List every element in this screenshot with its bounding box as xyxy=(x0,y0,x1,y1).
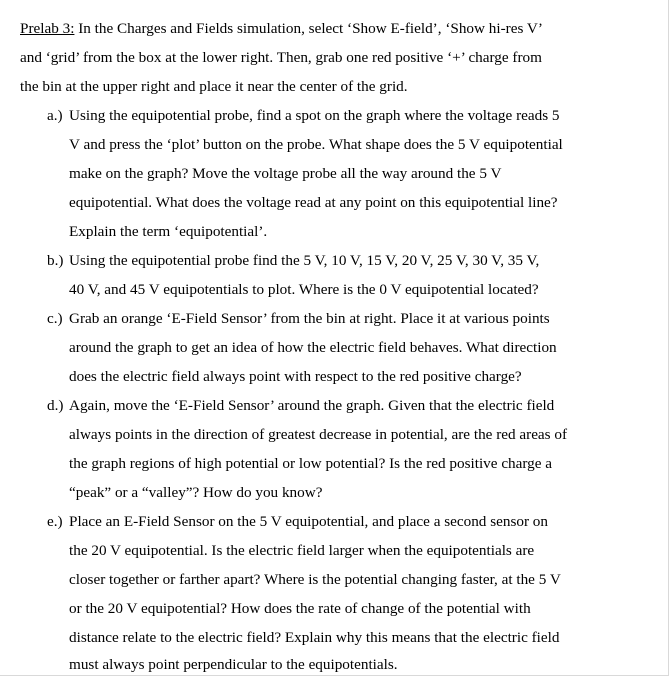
item-a-line: make on the graph? Move the voltage probe all the way around the 5 V xyxy=(69,165,502,182)
prelab-intro-line-1 xyxy=(20,20,543,38)
item-a-line: equipotential. What does the voltage read at any point on this equipotential line? xyxy=(69,194,558,211)
item-a-line: Using the equipotential probe, find a spot on the graph where the voltage reads 5 xyxy=(69,107,560,124)
item-a-label: a.) xyxy=(47,107,63,124)
item-c-line: Grab an orange ‘E-Field Sensor’ from the bin at right. Place it at various points xyxy=(69,310,550,327)
item-e-line: must always point perpendicular to the equipotentials. xyxy=(69,656,398,673)
item-e-line: or the 20 V equipotential? How does the rate of change of the potential with xyxy=(69,600,531,617)
item-d-line: Again, move the ‘E-Field Sensor’ around the graph. Given that the electric field xyxy=(69,397,555,414)
item-b-label: b.) xyxy=(47,252,64,269)
prelab-intro-line-2: and ‘grid’ from the box at the lower right. Then, grab one red positive ‘+’ charge from xyxy=(20,49,542,66)
item-e-line: distance relate to the electric field? Explain why this means that the electric field xyxy=(69,629,560,646)
prelab-intro-line-3: the bin at the upper right and place it near the center of the grid. xyxy=(20,78,408,95)
item-e-line: Place an E-Field Sensor on the 5 V equipotential, and place a second sensor on xyxy=(69,513,548,530)
item-b-line: 40 V, and 45 V equipotentials to plot. Where is the 0 V equipotential located? xyxy=(69,281,539,298)
item-d-line: the graph regions of high potential or low potential? Is the red positive charge a xyxy=(69,455,553,472)
item-e-line: the 20 V equipotential. Is the electric field larger when the equipotentials are xyxy=(69,542,535,559)
intro-text: In the Charges and Fields simulation, select ‘Show E-field’, ‘Show hi-res V’ xyxy=(74,20,543,37)
item-d-label: d.) xyxy=(47,397,64,414)
item-c-line: does the electric field always point with respect to the red positive charge? xyxy=(69,368,522,385)
item-c-label: c.) xyxy=(47,310,63,327)
item-d-line: always points in the direction of greatest decrease in potential, are the red areas of xyxy=(69,426,568,443)
item-a-line: Explain the term ‘equipotential’. xyxy=(69,223,268,240)
prelab-heading: Prelab 3: xyxy=(20,20,75,37)
item-e-label: e.) xyxy=(47,513,63,530)
item-b-line: Using the equipotential probe find the 5 V, 10 V, 15 V, 20 V, 25 V, 30 V, 35 V, xyxy=(69,252,540,269)
item-d-line: “peak” or a “valley”? How do you know? xyxy=(69,484,323,501)
item-e-line: closer together or farther apart? Where is the potential changing faster, at the 5 V xyxy=(69,571,561,588)
item-c-line: around the graph to get an idea of how the electric field behaves. What direction xyxy=(69,339,557,356)
item-a-line: V and press the ‘plot’ button on the probe. What shape does the 5 V equipotential xyxy=(69,136,563,153)
